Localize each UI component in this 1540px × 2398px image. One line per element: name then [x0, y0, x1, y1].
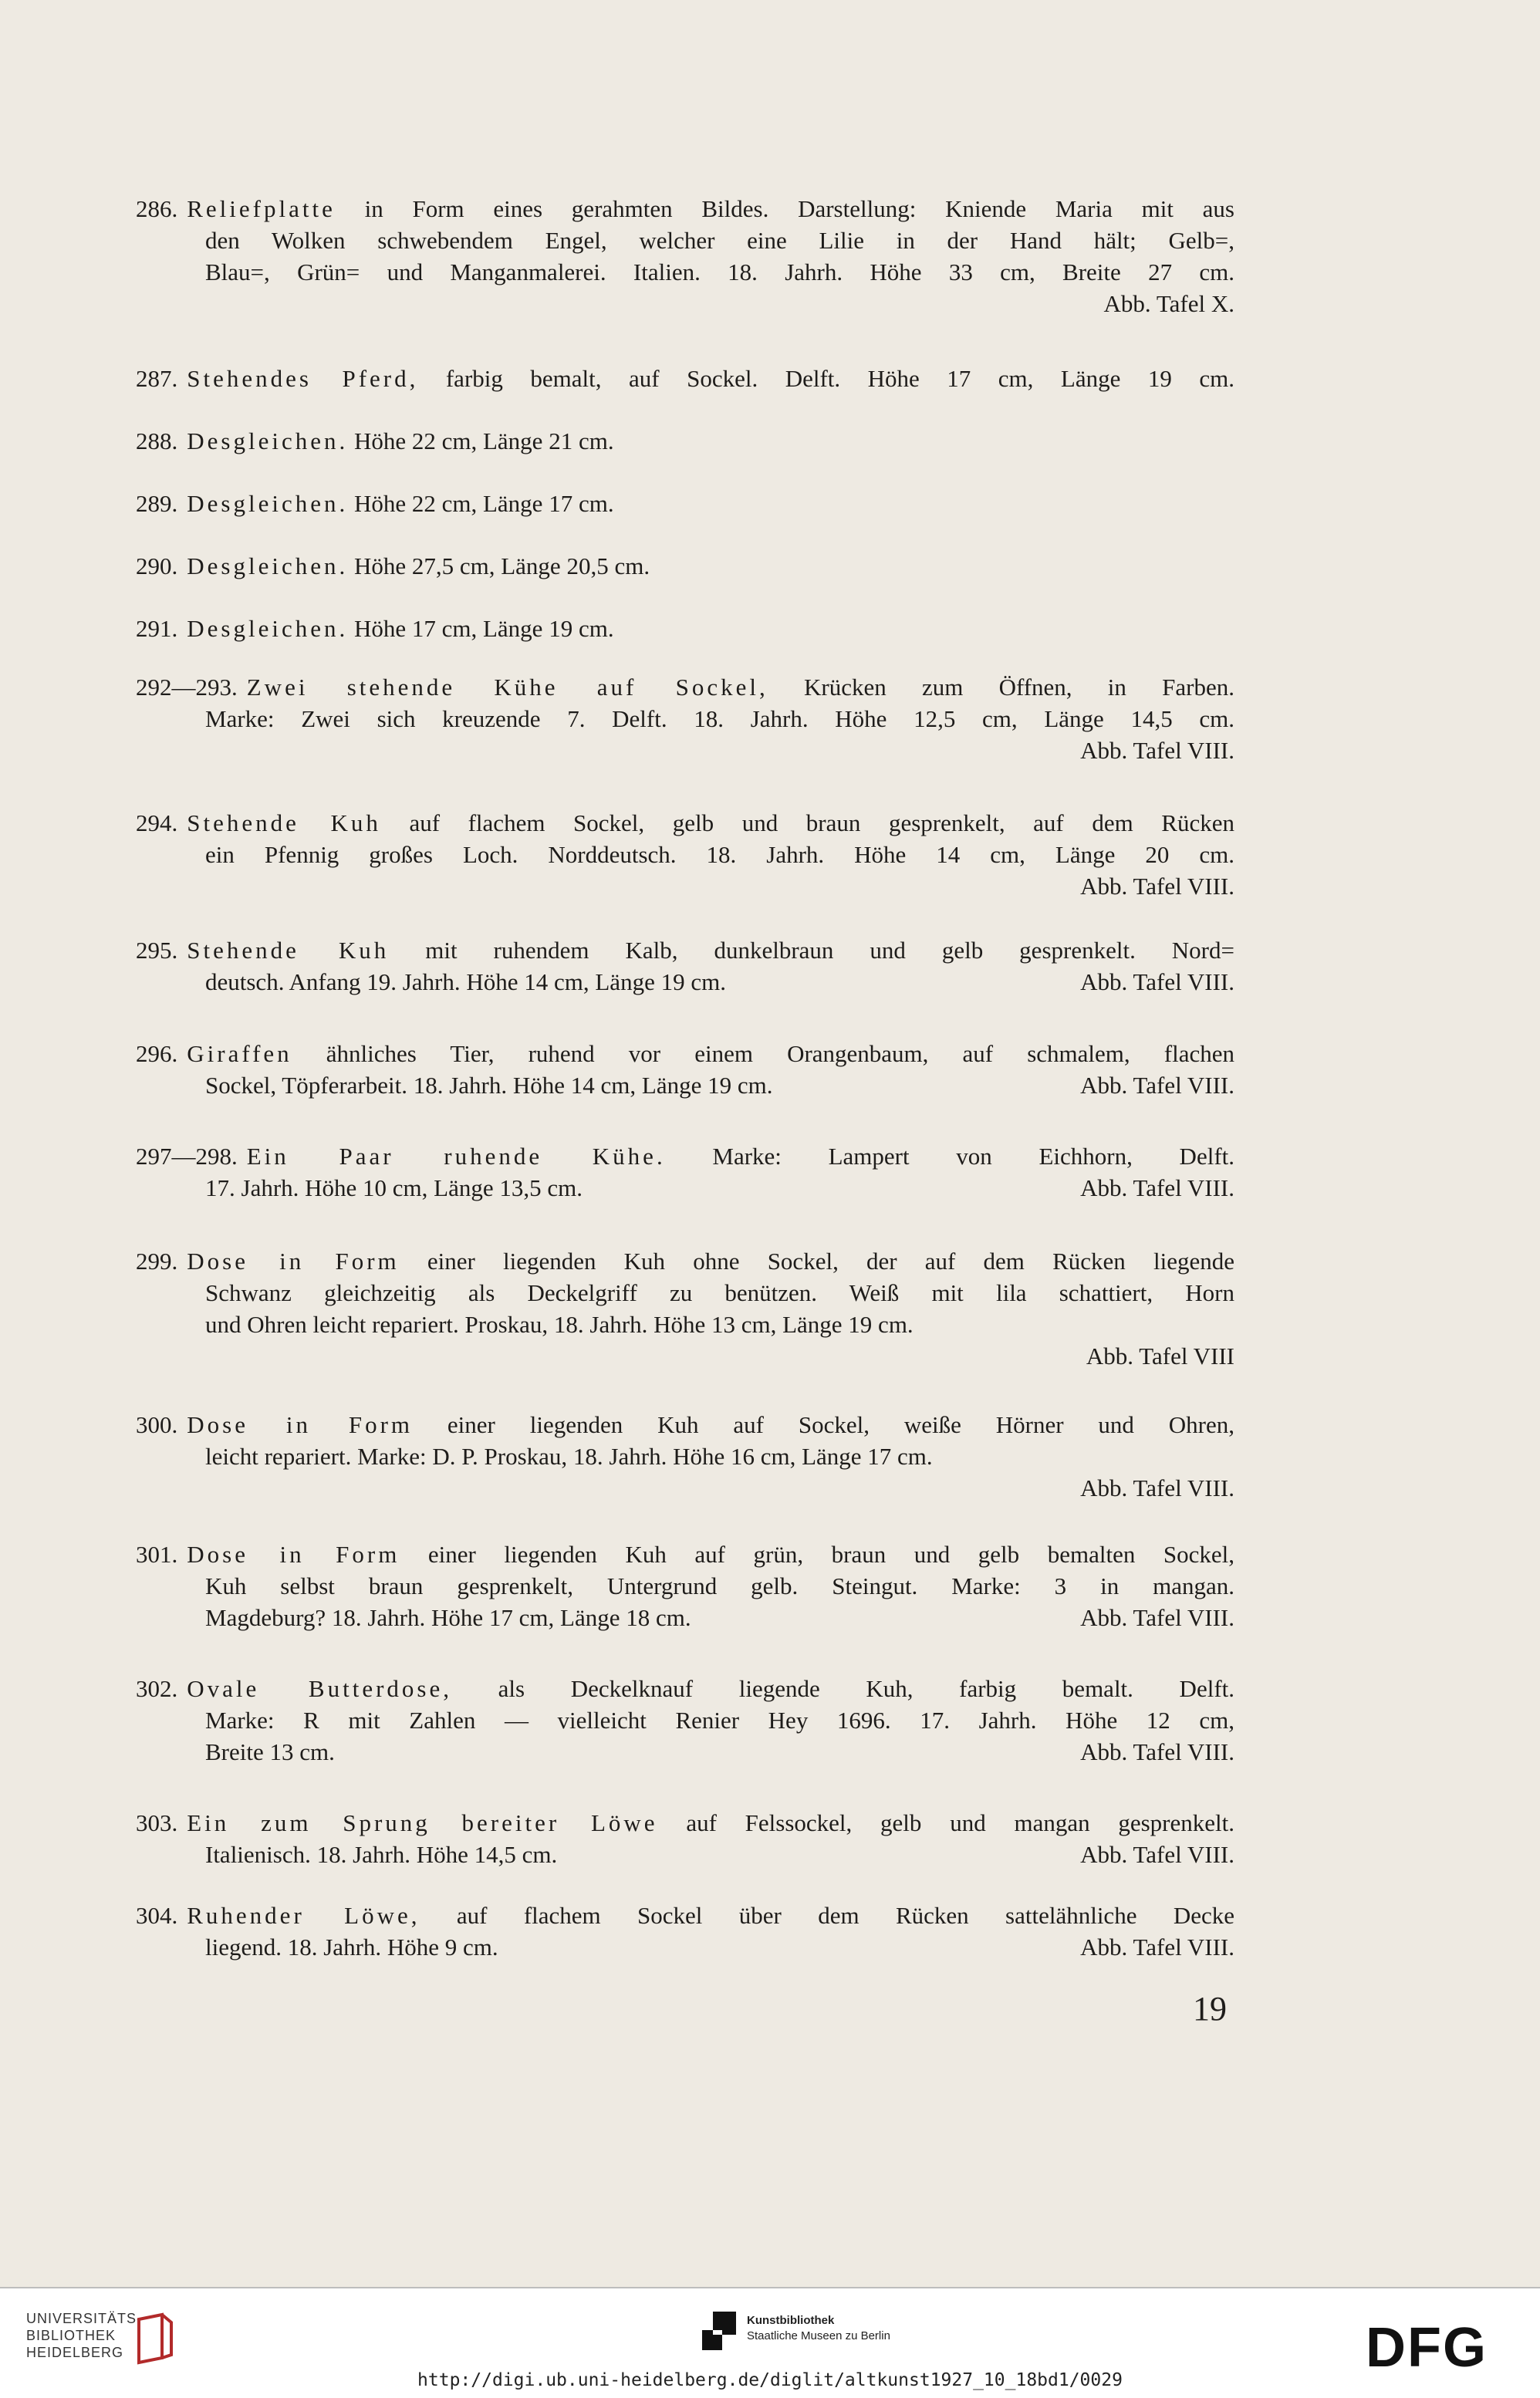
- entry-text: Schwanz gleichzeitig als Deckelgriff zu benützen. Weiß mit lila schattiert, Horn: [205, 1279, 1234, 1306]
- entry-286: [136, 193, 1234, 319]
- page-number: 19: [1193, 1990, 1227, 2028]
- entry-number: 301.: [136, 1541, 178, 1568]
- entry-text: einer liegenden Kuh ohne Sockel, der auf dem Rücken liegende: [399, 1248, 1235, 1275]
- plate-reference: Abb. Tafel VIII.: [1080, 1738, 1234, 1765]
- entry-text: ähnliches Tier, ruhend vor einem Orangenbaum, auf schmalem, flachen: [292, 1040, 1234, 1067]
- entry-text: farbig bemalt, auf Sockel. Delft. Höhe 17 cm, Länge 19 cm.: [418, 365, 1235, 392]
- entry-title: Ein zum Sprung bereiter Löwe: [187, 1809, 658, 1836]
- entry-297-298: [136, 1140, 1234, 1204]
- plate-reference: Abb. Tafel VIII: [1086, 1343, 1234, 1370]
- entry-296: [136, 1038, 1234, 1101]
- entry-title: Desgleichen.: [187, 490, 349, 517]
- plate-reference: Abb. Tafel VIII.: [1080, 737, 1234, 764]
- entry-number: 287.: [136, 365, 178, 392]
- entry-303: [136, 1807, 1234, 1870]
- entry-title: Ovale Butterdose,: [187, 1675, 452, 1702]
- entry-number: 291.: [136, 615, 178, 642]
- entry-number: 286.: [136, 195, 178, 222]
- logo-text-line: UNIVERSITÄTS-: [26, 2311, 143, 2326]
- plate-reference: Abb. Tafel VIII.: [1080, 1174, 1234, 1201]
- plate-reference: Abb. Tafel VIII.: [1080, 873, 1234, 900]
- entry-text: Breite 13 cm.: [205, 1738, 335, 1765]
- digitization-footer: [0, 2287, 1540, 2398]
- entry-title: Dose in Form: [187, 1411, 414, 1438]
- entry-number: 302.: [136, 1675, 178, 1702]
- plate-reference: Abb. Tafel VIII.: [1080, 1474, 1234, 1501]
- entry-text: in Form eines gerahmten Bildes. Darstellung: Kniende Maria mit aus: [335, 195, 1234, 222]
- entry-302: [136, 1673, 1234, 1768]
- kunstbibliothek-icon: [702, 2312, 738, 2353]
- entry-text: liegend. 18. Jahrh. Höhe 9 cm.: [205, 1934, 498, 1961]
- entry-290: [136, 550, 1234, 582]
- entry-text: und Ohren leicht repariert. Proskau, 18. Jahrh. Höhe 13 cm, Länge 19 cm.: [205, 1311, 914, 1338]
- entry-295: [136, 934, 1234, 998]
- entry-text: Italienisch. 18. Jahrh. Höhe 14,5 cm.: [205, 1841, 558, 1868]
- dfg-logo[interactable]: DFG: [1366, 2317, 1488, 2379]
- entry-title: Desgleichen.: [187, 552, 349, 579]
- entry-text: deutsch. Anfang 19. Jahrh. Höhe 14 cm, Länge 19 cm.: [205, 968, 726, 995]
- entry-text: auf flachem Sockel, gelb und braun gesprenkelt, auf dem Rücken: [380, 809, 1234, 836]
- entry-text: Krücken zum Öffnen, in Farben.: [768, 674, 1234, 701]
- entry-number: 296.: [136, 1040, 178, 1067]
- entry-title: Stehende Kuh: [187, 937, 390, 964]
- entry-number: 290.: [136, 552, 178, 579]
- entry-title: Giraffen: [187, 1040, 292, 1067]
- plate-reference: Abb. Tafel VIII.: [1080, 1841, 1234, 1868]
- entry-text: den Wolken schwebendem Engel, welcher eine Lilie in der Hand hält; Gelb=,: [205, 227, 1234, 254]
- university-library-logo[interactable]: [26, 2310, 142, 2361]
- entry-304: [136, 1900, 1234, 1963]
- entry-287: [136, 363, 1234, 394]
- entry-text: auf Felssockel, gelb und mangan gesprenkelt.: [657, 1809, 1234, 1836]
- entry-291: [136, 613, 1234, 644]
- plate-reference: Abb. Tafel VIII.: [1080, 1604, 1234, 1631]
- plate-reference: Abb. Tafel VIII.: [1080, 1072, 1234, 1099]
- logo-text-line: BIBLIOTHEK: [26, 2328, 117, 2343]
- entry-number: 300.: [136, 1411, 178, 1438]
- entry-299: [136, 1245, 1234, 1372]
- entry-number: 292—293.: [136, 674, 238, 701]
- entry-text: als Deckelknauf liegende Kuh, farbig bemalt. Delft.: [451, 1675, 1235, 1702]
- university-mark-icon: [131, 2312, 177, 2366]
- entry-text: Blau=, Grün= und Manganmalerei. Italien. 18. Jahrh. Höhe 33 cm, Breite 27 cm.: [205, 258, 1234, 285]
- entry-number: 297—298.: [136, 1143, 238, 1170]
- entry-title: Dose in Form: [187, 1541, 400, 1568]
- entry-text: Kuh selbst braun gesprenkelt, Untergrund gelb. Steingut. Marke: 3 in mangan.: [205, 1572, 1234, 1599]
- entry-text: Marke: Lampert von Eichhorn, Delft.: [665, 1143, 1234, 1170]
- entry-number: 294.: [136, 809, 178, 836]
- entry-text: einer liegenden Kuh auf grün, braun und gelb bemalten Sockel,: [400, 1541, 1234, 1568]
- entry-text: auf flachem Sockel über dem Rücken sattelähnliche Decke: [420, 1902, 1234, 1929]
- kb-title: Kunstbibliothek: [747, 2314, 835, 2327]
- kb-subtitle: Staatliche Museen zu Berlin: [747, 2329, 890, 2342]
- entry-text: Marke: R mit Zahlen — vielleicht Renier Hey 1696. 17. Jahrh. Höhe 12 cm,: [205, 1707, 1234, 1734]
- entry-text: Höhe 27,5 cm, Länge 20,5 cm.: [348, 552, 650, 579]
- entry-301: [136, 1538, 1234, 1633]
- logo-text-line: HEIDELBERG: [26, 2345, 124, 2360]
- entry-number: 303.: [136, 1809, 178, 1836]
- entry-title: Reliefplatte: [187, 195, 336, 222]
- entry-text: Sockel, Töpferarbeit. 18. Jahrh. Höhe 14 cm, Länge 19 cm.: [205, 1072, 773, 1099]
- permalink-url[interactable]: http://digi.ub.uni-heidelberg.de/diglit/altkunst1927_10_18bd1/0029: [417, 2370, 1123, 2390]
- plate-reference: Abb. Tafel VIII.: [1080, 968, 1234, 995]
- entry-289: [136, 488, 1234, 519]
- entry-text: Marke: Zwei sich kreuzende 7. Delft. 18. Jahrh. Höhe 12,5 cm, Länge 14,5 cm.: [205, 705, 1234, 732]
- entry-title: Stehendes Pferd,: [187, 365, 419, 392]
- entry-text: Magdeburg? 18. Jahrh. Höhe 17 cm, Länge 18 cm.: [205, 1604, 691, 1631]
- entry-text: leicht repariert. Marke: D. P. Proskau, 18. Jahrh. Höhe 16 cm, Länge 17 cm.: [205, 1443, 933, 1470]
- entry-title: Ruhender Löwe,: [187, 1902, 420, 1929]
- entry-number: 299.: [136, 1248, 178, 1275]
- entry-title: Desgleichen.: [187, 427, 349, 454]
- entry-number: 289.: [136, 490, 178, 517]
- entry-text: Höhe 22 cm, Länge 21 cm.: [348, 427, 614, 454]
- entry-title: Ein Paar ruhende Kühe.: [246, 1143, 666, 1170]
- entry-294: [136, 807, 1234, 902]
- plate-reference: Abb. Tafel VIII.: [1080, 1934, 1234, 1961]
- entry-number: 288.: [136, 427, 178, 454]
- entry-text: Höhe 17 cm, Länge 19 cm.: [348, 615, 614, 642]
- plate-reference: Abb. Tafel X.: [1103, 290, 1234, 317]
- entry-text: mit ruhendem Kalb, dunkelbraun und gelb gesprenkelt. Nord=: [389, 937, 1234, 964]
- entry-text: ein Pfennig großes Loch. Norddeutsch. 18. Jahrh. Höhe 14 cm, Länge 20 cm.: [205, 841, 1234, 868]
- entry-number: 295.: [136, 937, 178, 964]
- entry-text: 17. Jahrh. Höhe 10 cm, Länge 13,5 cm.: [205, 1174, 583, 1201]
- entry-text: einer liegenden Kuh auf Sockel, weiße Hörner und Ohren,: [413, 1411, 1234, 1438]
- entry-text: Höhe 22 cm, Länge 17 cm.: [348, 490, 614, 517]
- entry-title: Desgleichen.: [187, 615, 349, 642]
- entry-300: [136, 1409, 1234, 1504]
- entry-title: Zwei stehende Kühe auf Sockel,: [246, 674, 768, 701]
- entry-288: [136, 425, 1234, 457]
- entry-title: Dose in Form: [187, 1248, 400, 1275]
- entry-number: 304.: [136, 1902, 178, 1929]
- entry-title: Stehende Kuh: [187, 809, 381, 836]
- entry-292-293: [136, 671, 1234, 766]
